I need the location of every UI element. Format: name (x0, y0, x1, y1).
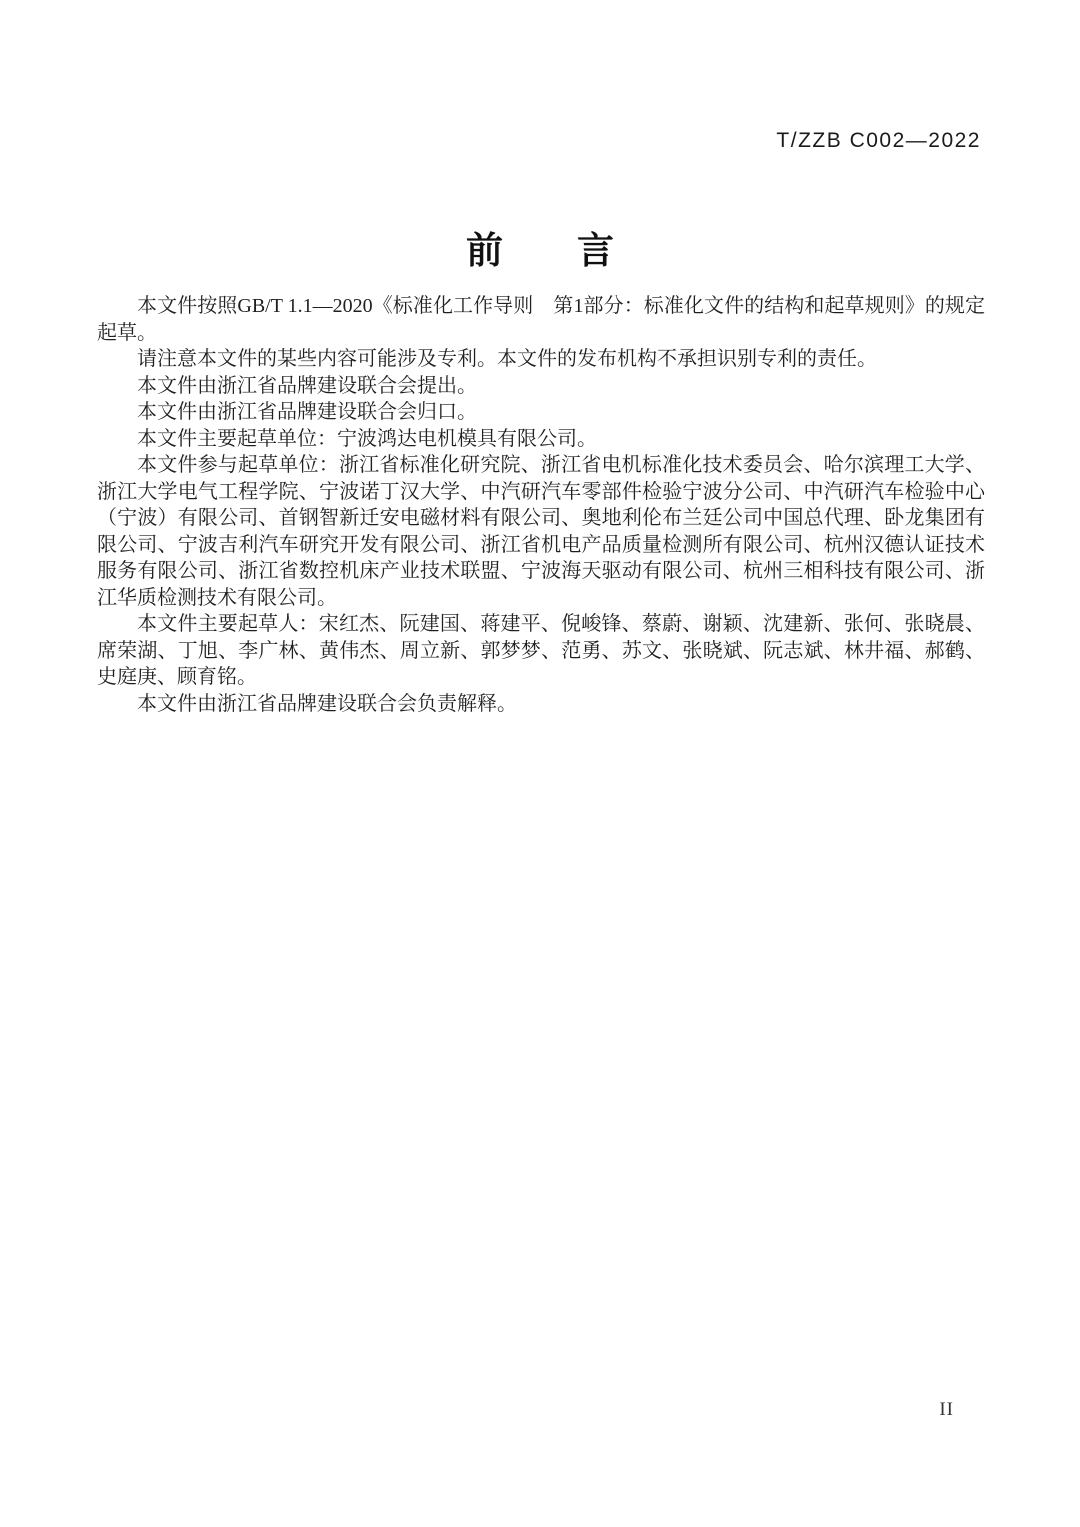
paragraph-patent-notice: 请注意本文件的某些内容可能涉及专利。本文件的发布机构不承担识别专利的责任。 (137, 348, 877, 370)
paragraph-under-jurisdiction: 本文件由浙江省品牌建设联合会归口。 (137, 401, 477, 423)
paragraph-main-drafting-unit: 本文件主要起草单位：宁波鸿达电机模具有限公司。 (137, 427, 597, 450)
foreword-title: 前 言 (466, 230, 614, 271)
page-number: II (939, 1399, 954, 1420)
standard-doc-number: T/ZZB C002—2022 (776, 129, 981, 152)
foreword-body (97, 293, 985, 717)
paragraph-main-drafters: 本文件主要起草人：宋红杰、阮建国、蒋建平、倪峻锋、蔡蔚、谢颖、沈建新、张何、张晓晨、席荣湖、丁旭、李广林、黄伟杰、周立新、郭梦梦、范勇、苏文、张晓斌、阮志斌、林井福、郝鹤、史庭庚、顾育铭。 (97, 613, 985, 688)
paragraph-drafting-rules: 本文件按照GB/T 1.1—2020《标准化工作导则 第1部分：标准化文件的结构和起草规则》的规定起草。 (97, 295, 985, 344)
paragraph-proposed-by: 本文件由浙江省品牌建设联合会提出。 (137, 374, 477, 397)
paragraph-interpretation: 本文件由浙江省品牌建设联合会负责解释。 (137, 692, 517, 715)
paragraph-participating-units: 本文件参与起草单位：浙江省标准化研究院、浙江省电机标准化技术委员会、哈尔滨理工大学、浙江大学电气工程学院、宁波诺丁汉大学、中汽研汽车零部件检验宁波分公司、中汽研汽车检验中心（宁波）有限公司、首钢智新迁安电磁材料有限公司、奥地利伦布兰廷公司中国总代理、卧龙集团有限公司、宁波吉利汽车研究开发有限公司、浙江省机电产品质量检测所有限公司、杭州汉德认证技术服务有限公司、浙江省数控机床产业技术联盟、宁波海天驱动有限公司、杭州三相科技有限公司、浙江华质检测技术有限公司。 (97, 454, 985, 609)
